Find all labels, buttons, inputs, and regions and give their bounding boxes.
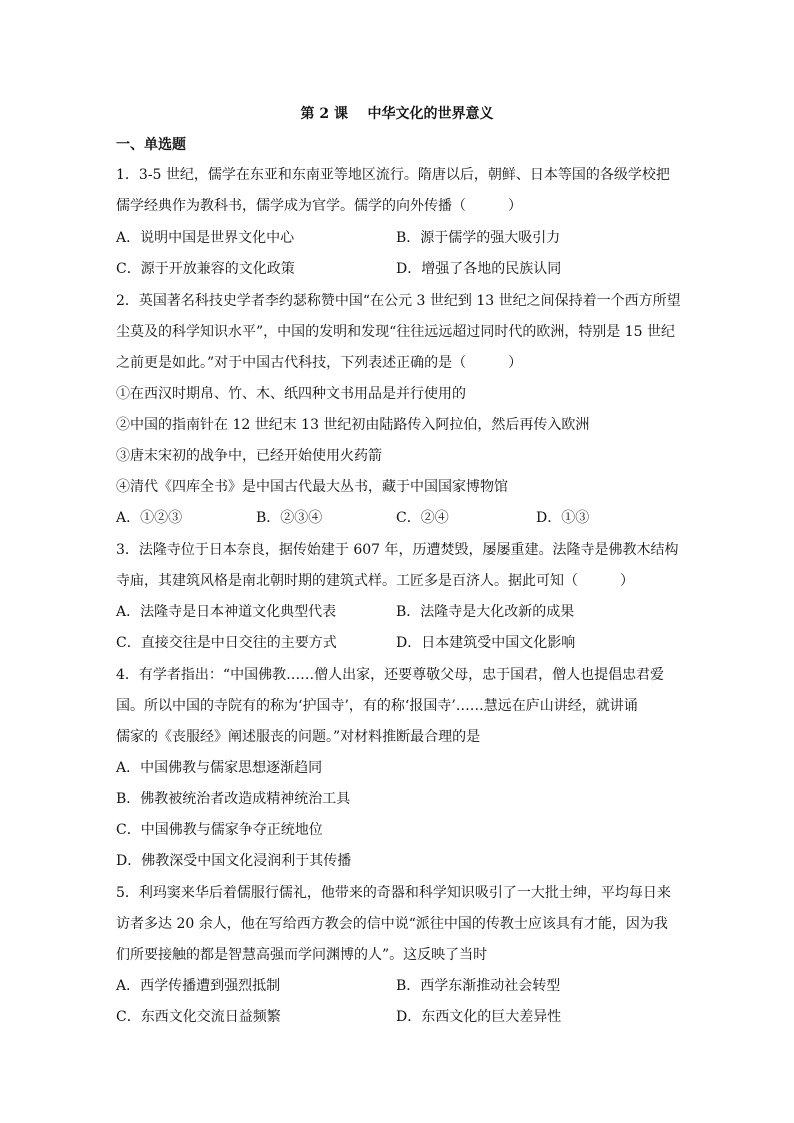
- question-2-option-d: D．①③: [536, 510, 590, 526]
- question-4-option-c: C．中国佛教与儒家争夺正统地位: [116, 822, 323, 838]
- question-4-line-2: 国。所以中国的寺院有的称为‘护国寺’，有的称‘报国寺’……慧远在庐山讲经，就讲诵: [116, 698, 638, 714]
- question-2-line-3: 之前更是如此。”对于中国古代科技，下列表述正确的是（ ）: [116, 355, 523, 371]
- question-2-statement-4: ④清代《四库全书》是中国古代最大丛书，藏于中国国家博物馆: [116, 479, 508, 495]
- question-4-line-3: 儒家的《丧服经》阐述服丧的问题。”对材料推断最合理的是: [116, 729, 481, 745]
- question-5-line-1: 5．利玛窦来华后着儒服行儒礼，他带来的奇器和科学知识吸引了一大批士绅，平均每日来: [116, 885, 671, 901]
- question-2-line-1: 2．英国著名科技史学者李约瑟称赞中国“在公元 3 世纪到 13 世纪之间保持着一个西方所望: [116, 293, 681, 309]
- question-5-option-b: B．西学东渐推动社会转型: [396, 978, 561, 994]
- question-5-line-2: 访者多达 20 余人，他在写给西方教会的信中说“派往中国的传教士应该具有才能，因为我: [116, 916, 668, 932]
- question-4-option-d: D．佛教深受中国文化浸润利于其传播: [116, 853, 352, 869]
- question-2-line-2: 尘莫及的科学知识水平”，中国的发明和发现“往往远远超过同时代的欧洲，特别是 15 世纪: [116, 324, 676, 340]
- question-5-line-3: 们所要接触的都是智慧高强而学问渊博的人”。这反映了当时: [116, 947, 488, 963]
- question-3-option-c: C．直接交往是中日交往的主要方式: [116, 635, 337, 651]
- question-4-line-1: 4．有学者指出：“中国佛教……僧人出家，还要尊敬父母，忠于国君，僧人也提倡忠君爱: [116, 667, 665, 683]
- question-3-option-a: A．法隆寺是日本神道文化典型代表: [116, 604, 337, 620]
- question-2-option-a: A．①②③: [116, 510, 183, 526]
- question-1-option-a: A．说明中国是世界文化中心: [116, 230, 295, 246]
- question-2-option-c: C．②④: [396, 510, 449, 526]
- question-1-option-c: C．源于开放兼容的文化政策: [116, 261, 295, 277]
- question-5-option-a: A．西学传播遭到强烈抵制: [116, 978, 281, 994]
- question-3-line-2: 寺庙，其建筑风格是南北朝时期的建筑式样。工匠多是百济人。据此可知（ ）: [116, 573, 634, 589]
- question-3-option-d: D．日本建筑受中国文化影响: [396, 635, 576, 651]
- question-4-option-a: A．中国佛教与儒家思想逐渐趋同: [116, 760, 323, 776]
- question-2-statement-3: ③唐末宋初的战争中，已经开始使用火药箭: [116, 448, 382, 464]
- question-2-statement-1: ①在西汉时期帛、竹、木、纸四种文书用品是并行使用的: [116, 386, 466, 402]
- section-heading: 一、单选题: [116, 137, 186, 153]
- question-1-line-1: 1．3-5 世纪，儒学在东亚和东南亚等地区流行。隋唐以后，朝鲜、日本等国的各级学校把: [116, 167, 670, 183]
- question-4-option-b: B．佛教被统治者改造成精神统治工具: [116, 791, 351, 807]
- question-2-statement-2: ②中国的指南针在 12 世纪末 13 世纪初由陆路传入阿拉伯，然后再传入欧洲: [116, 417, 590, 433]
- page-title: 第 2 课 中华文化的世界意义: [300, 106, 494, 122]
- question-1-option-b: B．源于儒学的强大吸引力: [396, 230, 561, 246]
- question-5-option-c: C．东西文化交流日益频繁: [116, 1009, 281, 1025]
- question-3-option-b: B．法隆寺是大化改新的成果: [396, 604, 575, 620]
- question-2-option-b: B．②③④: [256, 510, 323, 526]
- question-3-line-1: 3．法隆寺位于日本奈良，据传始建于 607 年，历遭焚毁，屡屡重建。法隆寺是佛教木结构: [116, 542, 679, 558]
- question-1-line-2: 儒学经典作为教科书，儒学成为官学。儒学的向外传播（ ）: [116, 198, 522, 214]
- question-1-option-d: D．增强了各地的民族认同: [396, 261, 562, 277]
- question-5-option-d: D．东西文化的巨大差异性: [396, 1009, 562, 1025]
